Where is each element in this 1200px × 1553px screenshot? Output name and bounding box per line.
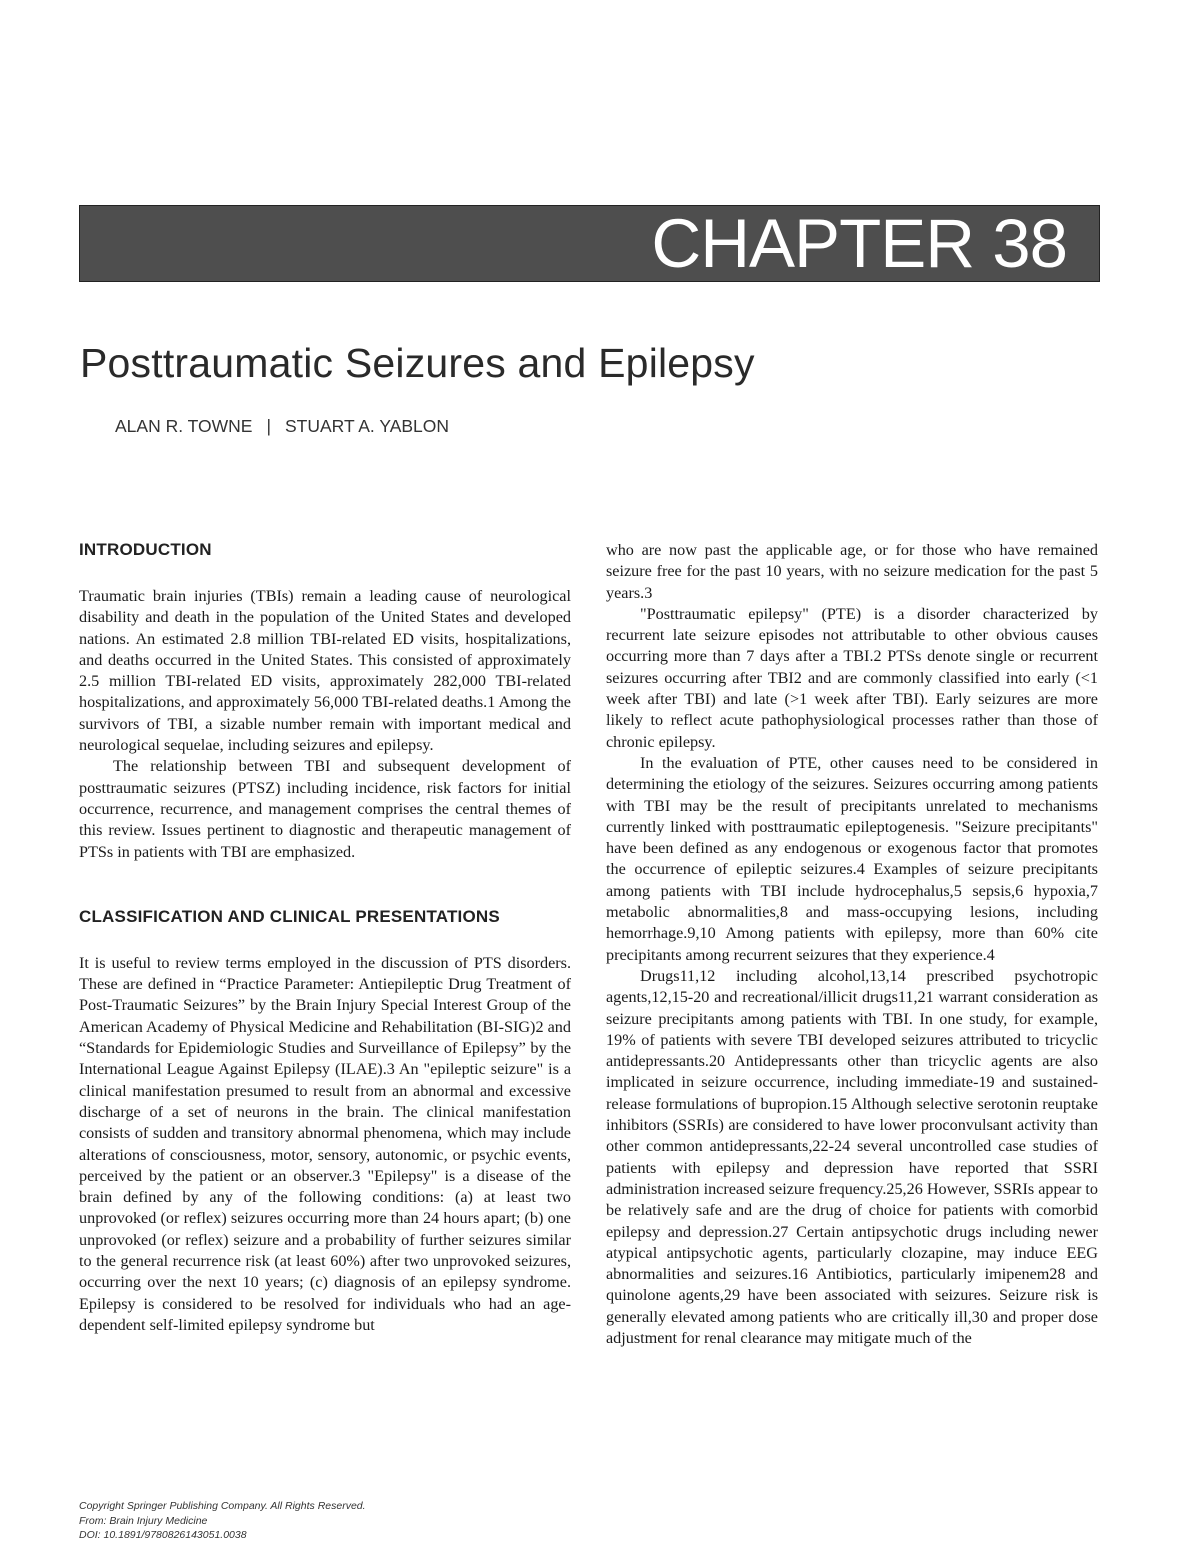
- paragraph: In the evaluation of PTE, other causes need to be considered in determining the etiology of the seizures. Seizures occurring among patients with TBI may be the result of precipitants unrelated to mechanisms currently linked with posttraumatic epileptogenesis. "Seizure precipitants" have been defined as any endogenous or exogenous factor that promotes the occurrence of epileptic seizures.4 Examples of seizure precipitants among patients with TBI include hydrocephalus,5 sepsis,6 hypoxia,7 metabolic abnormalities,8 and mass-occupying lesions, including hemorrhage.9,10 Among patients with epilepsy, more than 60% cite precipitants among recurrent seizures that they experience.4: [606, 753, 1098, 964]
- section-heading-classification: CLASSIFICATION AND CLINICAL PRESENTATIONS: [79, 906, 500, 926]
- paragraph: Drugs11,12 including alcohol,13,14 prescribed psychotropic agents,12,15-20 and recreational/illicit drugs11,21 warrant consideration as seizure precipitants among patients with TBI. In one study, for example, 19% of patients with severe TBI developed seizures attributed to tricyclic antidepressants.20 Antidepressants other than tricyclic agents are also implicated in seizure occurrence, including immediate-19 and sustained-release formulations of bupropion.15 Although selective serotonin reuptake inhibitors (SSRIs) are considered to have lower proconvulsant activity than other common antidepressants,22-24 several uncontrolled case studies of patients with epilepsy and depression have reported that SSRI administration increased seizure frequency.25,26 However, SSRIs appear to be relatively safe and are the drug of choice for patients with comorbid epilepsy and depression.27 Certain antipsychotic drugs including newer atypical antipsychotic agents, particularly clozapine, may induce EEG abnormalities and seizures.16 Antibiotics, particularly imipenem28 and quinolone agents,29 have been associated with seizures. Seizure risk is generally elevated among patients who are critically ill,30 and proper dose adjustment for renal clearance may mitigate much of the: [606, 966, 1098, 1347]
- author-1: ALAN R. TOWNE: [115, 416, 253, 436]
- paragraph: The relationship between TBI and subsequent development of posttraumatic seizures (PTSZ) including incidence, risk factors for initial occurrence, recurrence, and management comprises the central themes of this review. Issues pertinent to diagnostic and therapeutic management of PTSs in patients with TBI are emphasized.: [79, 757, 571, 861]
- chapter-title: Posttraumatic Seizures and Epilepsy: [80, 340, 755, 386]
- paragraph: It is useful to review terms employed in the discussion of PTS disorders. These are defined in “Practice Parameter: Antiepileptic Drug Treatment of Post-Traumatic Seizures” by the Brain Injury Special Interest Group of the American Academy of Physical Medicine and Rehabilitation (BI-SIG)2 and “Standards for Epidemiologic Studies and Surveillance of Epilepsy” by the International League Against Epilepsy (ILAE).3 An "epileptic seizure" is a clinical manifestation presumed to result from an abnormal and excessive discharge of a set of neurons in the brain. The clinical manifestation consists of sudden and transitory abnormal phenomena, which may include alterations of consciousness, motor, sensory, autonomic, or psychic events, perceived by the patient or an observer.3 "Epilepsy" is a disease of the brain defined by any of the following conditions: (a) at least two unprovoked (or reflex) seizures occurring more than 24 hours apart; (b) one unprovoked (or reflex) seizure and a probability of further seizures similar to the general recurrence risk (at least 60%) after two unprovoked seizures, occurring over the next 10 years; (c) diagnosis of an epilepsy syndrome. Epilepsy is considered to be resolved for individuals who had an age-dependent self-limited epilepsy syndrome but: [79, 953, 571, 1334]
- source-note: From: Brain Injury Medicine: [79, 1514, 208, 1527]
- paragraph: who are now past the applicable age, or for those who have remained seizure free for the past 10 years, with no seizure medication for the past 5 years.3: [606, 541, 1098, 602]
- chapter-number: CHAPTER 38: [651, 205, 1067, 282]
- doi: DOI: 10.1891/9780826143051.0038: [79, 1529, 247, 1541]
- chapter-banner: [79, 205, 1100, 282]
- author-line: [115, 416, 449, 437]
- author-2: STUART A. YABLON: [284, 416, 450, 436]
- right-column: [606, 540, 1098, 1349]
- paragraph: Traumatic brain injuries (TBIs) remain a leading cause of neurological disability and death in the population of the United States and developed nations. An estimated 2.8 million TBI-related ED visits, hospitalizations, and deaths occurred in the United States. This consisted of approximately 2.5 million TBI-related ED visits, approximately 282,000 TBI-related hospitalizations, and approximately 56,000 TBI-related deaths.1 Among the survivors of TBI, a sizable number remain with important medical and neurological sequelae, including seizures and epilepsy.: [79, 587, 571, 755]
- author-separator: |: [266, 416, 271, 436]
- left-column: [79, 540, 571, 1336]
- paragraph: "Posttraumatic epilepsy" (PTE) is a disorder characterized by recurrent late seizure episodes not attributable to other obvious causes occurring more than 7 days after a TBI.2 PTSs denote single or recurrent seizures occurring after TBI2 and are commonly classified into early (<1 week after TBI) and late (>1 week after TBI). Early seizures are more likely to reflect acute pathophysiological processes rather than those of chronic epilepsy.: [606, 604, 1098, 751]
- page-footer: [79, 1499, 366, 1543]
- section-heading-introduction: INTRODUCTION: [79, 540, 212, 559]
- copyright-notice: Copyright Springer Publishing Company. All Rights Reserved.: [79, 1500, 366, 1512]
